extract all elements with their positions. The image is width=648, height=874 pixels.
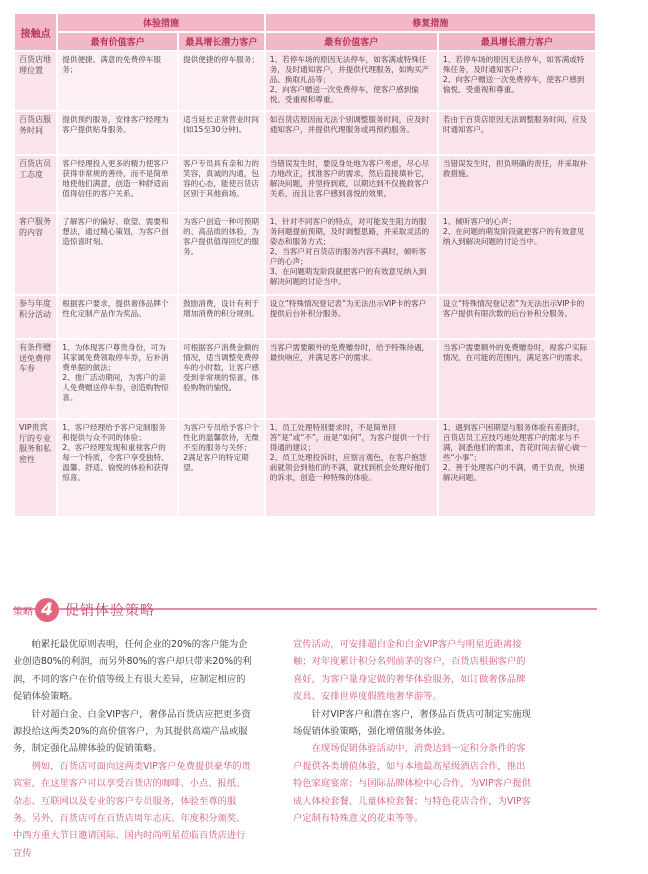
- sub-header: 最有价值客户: [58, 33, 177, 50]
- paragraph-highlight: 在现场促销体验活动中，消费达到一定积分条件的客户提供各类增值体验，如与本地最高星级酒店合作，推出特色家庭宴席；与国际品牌体检中心合作，为VIP客户提供成人体检套餐、儿童体检套餐；与特色花店合作，为VIP客户定制有特殊意义的花束等等。: [293, 743, 531, 825]
- paragraph: 针对VIP客户和潜在客户，奢侈品百货店可制定实施现场促销体验策略，强化增值服务体验。: [293, 708, 531, 738]
- paragraph-highlight: 宣传活动，可安排超白金和白金VIP客户与明星近距离接触；对年度累计积分名列前茅的客户，百货店根据客户的喜好，为客户量身定做的奢华体验服务，如订做奢侈品牌皮具、安排世界度假胜地奢华游等。: [293, 639, 526, 703]
- table-cell: 如百货店原因而无法个别调整服务时间，应及时通知客户，并提供代理服务或再预约服务。: [266, 112, 437, 154]
- table-row: [15, 112, 595, 154]
- strategy-table-container: [13, 12, 597, 518]
- body-column-left: [13, 636, 253, 862]
- section-number-badge: [35, 598, 59, 622]
- body-column-right: [293, 636, 533, 827]
- table-cell: 为客户专员给予客户个性化的温馨款待，无微不至的服务与关怀； 2满足客户的特定期望。: [179, 420, 264, 516]
- experience-measures-header: 体验措施: [58, 14, 263, 31]
- section-title: 促销体验策略: [65, 603, 155, 619]
- section-tag: 策略: [13, 606, 33, 618]
- table-cell: 当错误发生时，要设身处地为客户考虑，尽心尽力地改正，找准客户的需求，然后直接填补它，解决问题，并坚持到底，以期达到不仅挽救客户关系，而且让客户感到喜悦的效果。: [266, 156, 437, 212]
- touchpoint-cell: 参与年度积分活动: [15, 296, 56, 338]
- sub-header: 最具增长潜力客户: [439, 33, 595, 50]
- table-cell: 适当延长正常营业时间(如15至30分钟)。: [179, 112, 264, 154]
- table-cell: 设立“特殊情况登记表”为无法出示VIP卡的客户提供后台补积分服务。: [266, 296, 437, 338]
- touchpoint-cell: 百货店员工态度: [15, 156, 56, 212]
- paragraph: 帕累托最优原则表明，任何企业的20%的客户能为企业创造80%的利润，而另外80%的客户却只带来20%的利润，不同的客户在价值等级上有很大差异，应制定相应的促销体验策略。: [13, 639, 252, 703]
- table-cell: 1、客户经理给予客户定制服务和提供与众不同的体验； 2、客户经理发现和重视客户的每一个特质，令客户享受独特、温馨、舒适、愉悦的体验和获得惊喜。: [58, 420, 177, 516]
- section-number: 4: [41, 600, 53, 620]
- table-cell: 鼓励消费，设计有利于增加消费的积分规则。: [179, 296, 264, 338]
- sub-header: 最有价值客户: [266, 33, 437, 50]
- table-cell: 1、为体现客户尊贵身份，可为其家属免费领取停车券，后补消费单据的做法； 2、推广活动期间，为客户的亲人免费赠送停车券，创造购物惊喜。: [58, 340, 177, 418]
- table-cell: 1、遇到客户困期望与服务体验有差距时，百货店员工应技巧地处理客户的需求与不满，洞悉他们的需求，肯花时间去留心做一些“小事”； 2、善于处理客户的不满，勇于负责，快速解决问题。: [439, 420, 595, 516]
- table-cell: 设立“特殊情况登记表”为无法出示VIP卡的客户提供有限次数的后台补积分服务。: [439, 296, 595, 338]
- table-row: [15, 340, 595, 418]
- sub-header: 最具增长潜力客户: [179, 33, 264, 50]
- table-row: [15, 296, 595, 338]
- table-cell: 1、倾听客户的心声； 2、在问题的萌发阶段就把客户的有效意见纳入到解决问题的讨论当中。: [439, 214, 595, 294]
- table-cell: 提供预约服务，安排客户经理为客户提供贴身服务。: [58, 112, 177, 154]
- paragraph-highlight: 例如，百货店可面向这两类VIP客户免费提供豪华的贵宾室，在这里客户可以享受百货店的咖啡、小点、报纸、杂志、互联网以及专业的客户专员服务，体验至尊的服务。另外，百货店可在百货店周年志庆、年度积分颁奖、中西方重大节日邀请国际、国内时尚明星莅临百货店进行宣传: [13, 760, 251, 859]
- table-cell: 1、若停车场的原因无法停车，如客满或特殊任务，及时通知客户； 2、向客户赠送一次免费停车，使客户感到愉悦、受重视和尊重。: [439, 52, 595, 110]
- touchpoint-header: 接触点: [15, 14, 56, 50]
- table-cell: 当客户需要额外的免费赠券时，视客户实际情况，在可能的范围内，满足客户的需求。: [439, 340, 595, 418]
- table-cell: 1、若停车场的原因无法停车，如客满或特殊任务，及时通知客户，并提供代理服务，如购买产品、换取礼品等； 2、向客户赠送一次免费停车，使客户感到愉悦、受重视和尊重。: [266, 52, 437, 110]
- touchpoint-cell: 百货店服务时间: [15, 112, 56, 154]
- table-cell: 1、针对不同客户的特点，对可能发生阻力的服务问题提前预期，及时调整思路，并采取灵活的姿态和服务方式； 2、当客户对百货店的服务内容不满时，倾听客户的心声； 3、在问题萌发阶段就把客户的有效意见纳入到解决问题的讨论当中。: [266, 214, 437, 294]
- strategy-table: [13, 12, 597, 518]
- table-row: [15, 52, 595, 110]
- table-cell: 当客户需要额外的免费赠券时，给予特殊待遇，最快响应，并满足客户的需求。: [266, 340, 437, 418]
- table-cell: 提供便捷、满意的免费停车服务；: [58, 52, 177, 110]
- table-cell: 当错误发生时，担负明确的责任，并采取补救措施。: [439, 156, 595, 212]
- section-heading: [13, 598, 155, 622]
- table-row: [15, 156, 595, 212]
- touchpoint-cell: VIP贵宾厅的专业服务和私密性: [15, 420, 56, 516]
- touchpoint-cell: 百货店地理位置: [15, 52, 56, 110]
- table-cell: 客户专员具有亲和力的笑容，真诚的沟通，包容的心态，能使百货店区别于其他商场。: [179, 156, 264, 212]
- table-cell: 提供便捷的停车服务；: [179, 52, 264, 110]
- table-cell: 客户经理投入更多的精力使客户获得非常规的善待，而不是简单地使他们满意，创造一种舒适而值得信任的客户关系。: [58, 156, 177, 212]
- table-row: [15, 420, 595, 516]
- table-cell: 1、员工处理特别要求时，不是简单回答“是”或“不”，而是“如何”，为客户提供一个行得通的建议； 2、员工处理投诉时，应察言观色，在客户抱怨前就领会到他们的不满，就找到机会处理好他们的诉求，创造一种特殊的体验。: [266, 420, 437, 516]
- paragraph: 针对超白金、白金VIP客户，奢侈品百货店应把更多资源投给这两类20%的高价值客户，为其提供高端产品或服务，制定强化品牌体验的促销策略。: [13, 708, 251, 755]
- table-body: [15, 52, 595, 516]
- touchpoint-cell: 客户服务的内容: [15, 214, 56, 294]
- touchpoint-cell: 有条件赠送免费停车券: [15, 340, 56, 418]
- table-cell: 为客户创造一种可预期的、高品质的体验，为客户提供值得回忆的服务。: [179, 214, 264, 294]
- repair-measures-header: 修复措施: [266, 14, 595, 31]
- table-cell: 了解客户的偏好、欲望、需要和想法，通过精心策划，为客户创造惊喜时刻。: [58, 214, 177, 294]
- table-cell: 可根据客户消费金额的情况，适当调整免费停车的小时数，让客户感受到非常规的惊喜，体验购物的愉悦。: [179, 340, 264, 418]
- table-row: [15, 214, 595, 294]
- table-cell: 若由于百货店原因无法调整服务时间，应及时通知客户。: [439, 112, 595, 154]
- table-cell: 根据客户要求，提供奢侈品牌个性化定制产品作为奖品。: [58, 296, 177, 338]
